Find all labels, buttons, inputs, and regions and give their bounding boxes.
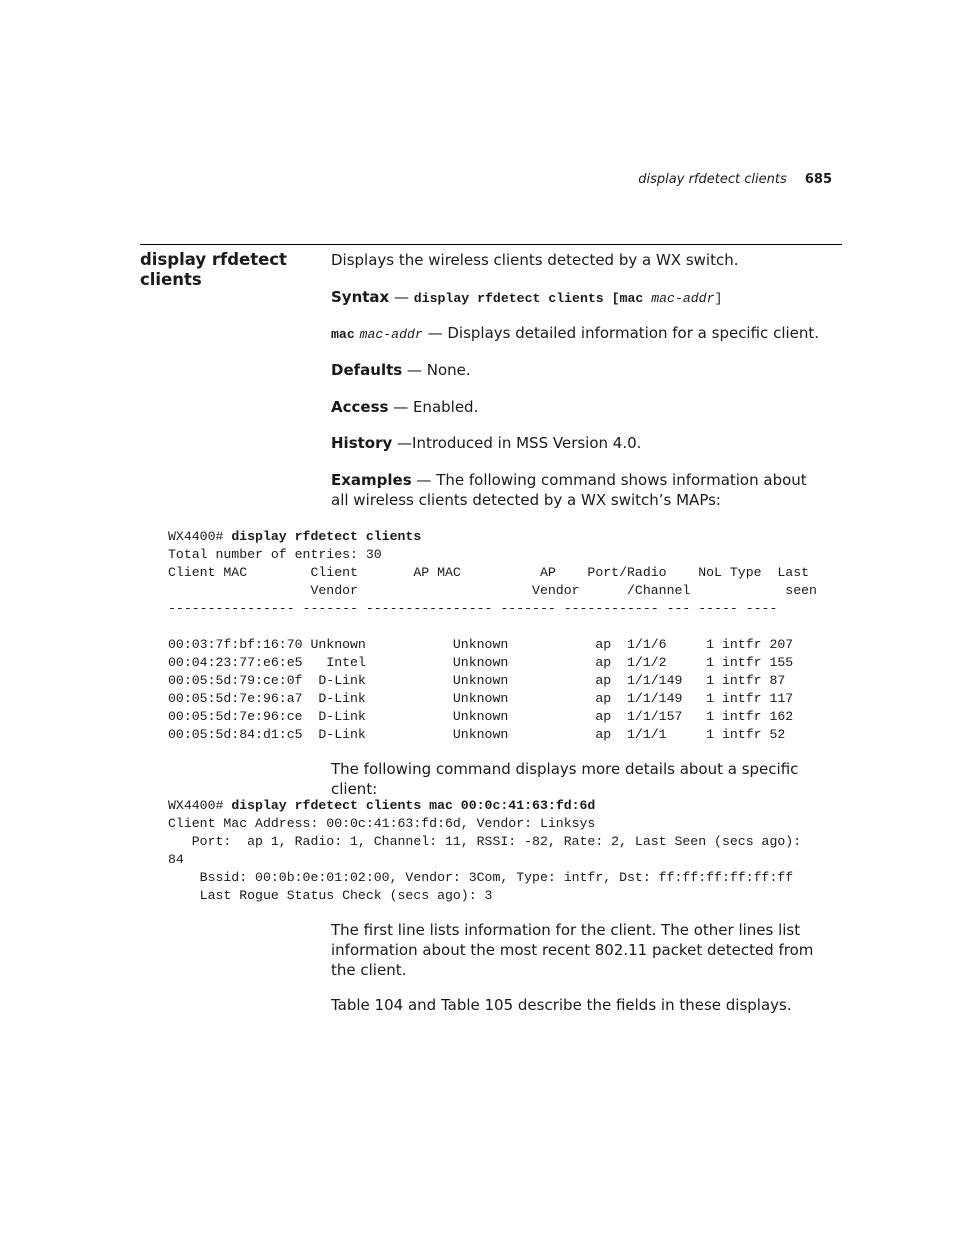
syntax-bracket-close: ] [714,291,723,306]
section-divider [140,244,842,245]
syntax-arg: mac-addr [651,291,715,306]
code1-output: Total number of entries: 30 Client MAC Client AP MAC AP Port/Radio NoL Type Last Vendor Vendor /Channel seen ---------------- ------- ---------------- ------- ------------ --- ----- ---- 00:03:7f:bf:16:70 Unknown Unknown ap 1/1/6 1 intfr 207 00:04:23:77:e6:e5 Intel Unknown ap 1/1/2 1 intfr 155 00:05:5d:79:ce:0f D-Link Unknown ap 1/1/149 1 intfr 87 00:05:5d:7e:96:a7 D-Link Unknown ap 1/1/149 1 intfr 117 00:05:5d:7e:96:ce D-Link Unknown ap 1/1/157 1 intfr 162 00:05:5d:84:d1:c5 D-Link Unknown ap 1/1/1 1 intfr 52 [168,547,817,742]
syntax-line [331,287,821,309]
code2-output: Client Mac Address: 00:0c:41:63:fd:6d, Vendor: Linksys Port: ap 1, Radio: 1, Channel: 11, RSSI: -82, Rate: 2, Last Seen (secs ago): 84 Bssid: 00:0b:0e:01:02:00, Vendor: 3Com, Type: intfr, Dst: ff:ff:ff:ff:ff:ff Last Rogue Status Check (secs ago): 3 [168,816,802,903]
description: Displays the wireless clients detected by a WX switch. [331,251,739,269]
defaults-label: Defaults [331,361,403,379]
defaults-text: — None. [402,361,471,379]
code2-prompt: WX4400# [168,798,232,813]
examples-text: — The following command shows information about all wireless clients detected by a WX switch’s MAPs: [331,471,807,509]
page-number: 685 [804,172,832,187]
code2-command: display rfdetect clients mac 00:0c:41:63:fd:6d [231,798,596,813]
syntax-dash: — [389,288,414,306]
defaults-line [331,360,821,380]
syntax-command: display rfdetect clients [413,291,604,306]
para-tables: Table 104 and Table 105 describe the fields in these displays. [331,996,792,1014]
syntax-label: Syntax [331,288,390,306]
code-example-client-mac [168,797,801,905]
examples-line [331,470,821,510]
running-head-title: display rfdetect clients [638,172,787,187]
param-line [331,323,821,345]
syntax-bracket-open: [mac [603,291,652,306]
param-keyword: mac [331,327,355,342]
history-text: —Introduced in MSS Version 4.0. [392,434,642,452]
examples-label: Examples [331,471,412,489]
para-first-line: The first line lists information for the client. The other lines list information about the most recent 802.11 packet detected from the client. [331,921,814,979]
param-arg: mac-addr [359,327,423,342]
running-head [638,172,832,187]
access-label: Access [331,398,389,416]
param-desc: — Displays detailed information for a specific client. [422,324,820,342]
access-text: — Enabled. [388,398,479,416]
history-line [331,433,821,453]
code-example-clients [168,528,817,744]
code1-prompt: WX4400# [168,529,232,544]
section-title: display rfdetect clients [140,250,287,289]
access-line [331,397,821,417]
history-label: History [331,434,393,452]
para-more-details: The following command displays more details about a specific client: [331,760,799,798]
code1-command: display rfdetect clients [231,529,422,544]
